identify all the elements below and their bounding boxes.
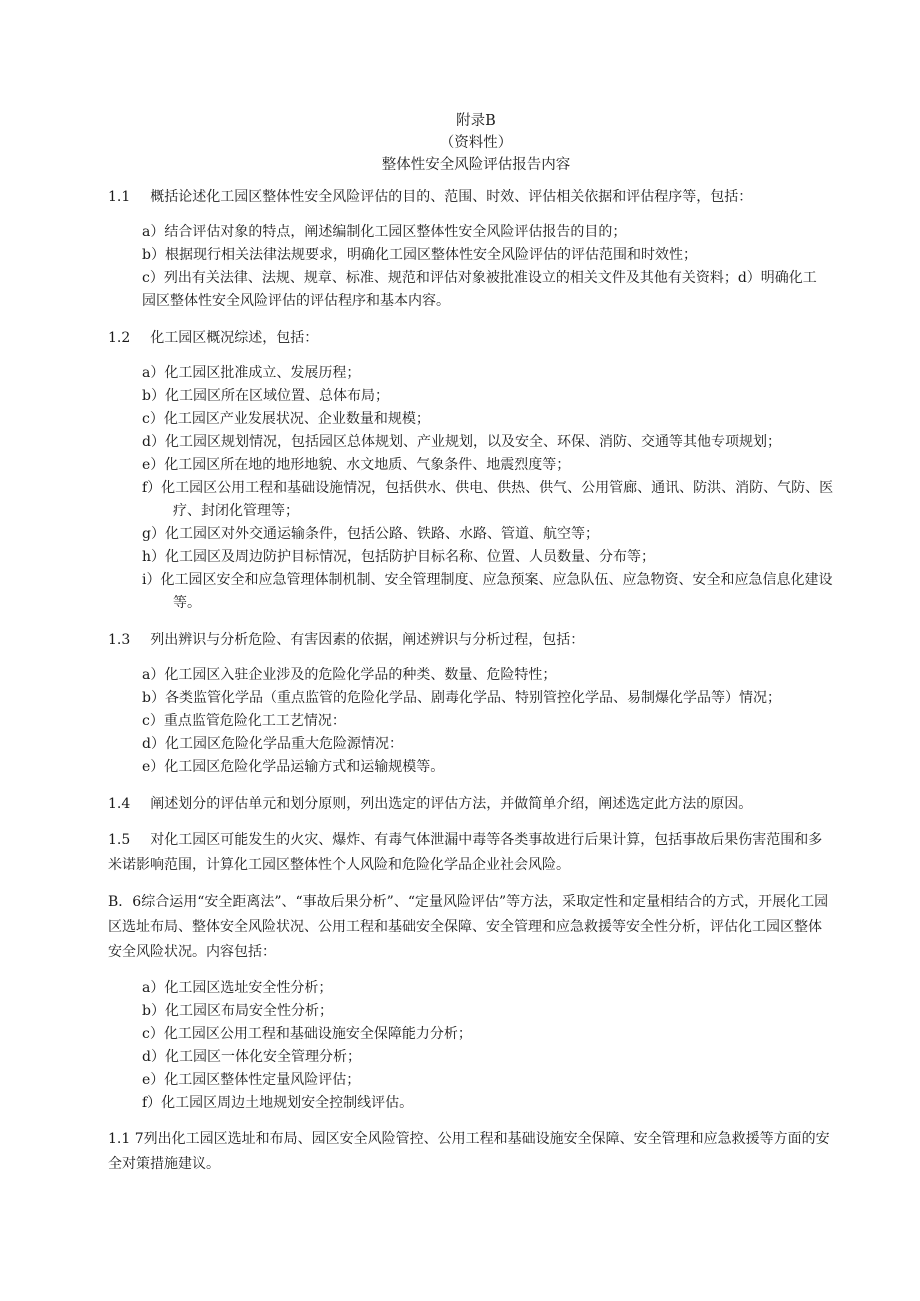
section-heading: [108, 327, 834, 350]
list-item: e）化工园区所在地的地形地貌、水文地质、气象条件、地震烈度等；: [142, 457, 571, 473]
list-item: b）化工园区布局安全性分析；: [142, 1003, 333, 1019]
appendix-heading: [118, 110, 834, 176]
section-b-7: [108, 1127, 834, 1177]
list-item: b）根据现行相关法律法规要求，明确化工园区整体性安全风险评估的评估范围和时效性；: [142, 247, 697, 263]
section-paragraph: B．6综合运用“安全距离法”、“事故后果分析”、“定量风险评估”等方法，采取定性和定量相结合的方式，开展化工园区选址布局、整体安全风险状况、公用工程和基础安全保障、安全管理和应急救援等安全性分析，评估化工园区整体安全风险状况。内容包括：: [108, 894, 829, 960]
list-item: a）化工园区入驻企业涉及的危险化学品的种类、数量、危险特性；: [142, 667, 557, 683]
list-item: d）化工园区规划情况，包括园区总体规划、产业规划，以及安全、环保、消防、交通等其他专项规划；: [142, 434, 781, 450]
section-paragraph: 1.1 7列出化工园区选址和布局、园区安全风险管控、公用工程和基础设施安全保障、安全管理和应急救援等方面的安全对策措施建议。: [108, 1131, 830, 1172]
section-number: 1.5: [108, 832, 131, 848]
list-item: b）化工园区所在区域位置、总体布局；: [142, 388, 389, 404]
section-heading: [108, 793, 834, 816]
list-item: c）化工园区公用工程和基础设施安全保障能力分析；: [142, 1026, 472, 1042]
list-item: f）化工园区周边土地规划安全控制线评估。: [142, 1095, 414, 1111]
item-list: [142, 362, 834, 615]
list-item: c）重点监管危险化工工艺情况：: [142, 713, 346, 729]
section-text: 化工园区概况综述，包括：: [150, 330, 319, 346]
list-item: e）化工园区整体性定量风险评估；: [142, 1072, 361, 1088]
section-number: 1.2: [108, 330, 131, 346]
item-list: [142, 664, 834, 779]
list-item: c）化工园区产业发展状况、企业数量和规模；: [142, 411, 430, 427]
list-item: a）结合评估对象的特点，阐述编制化工园区整体性安全风险评估报告的目的；: [142, 224, 627, 240]
section-number: 1.3: [108, 632, 131, 648]
list-item: a）化工园区选址安全性分析；: [142, 980, 333, 996]
section-text: 概括论述化工园区整体性安全风险评估的目的、范围、时效、评估相关依据和评估程序等，包括：: [150, 189, 753, 205]
section-1-5: [108, 828, 834, 878]
section-heading: [108, 186, 834, 209]
section-b-6: [108, 890, 834, 1115]
section-1-2: [108, 327, 834, 615]
section-heading: [108, 629, 834, 652]
item-list: [142, 221, 834, 313]
list-item: h）化工园区及周边防护目标情况，包括防护目标名称、位置、人员数量、分布等；: [142, 549, 656, 565]
section-1-3: [108, 629, 834, 779]
list-item: i）化工园区安全和应急管理体制机制、安全管理制度、应急预案、应急队伍、应急物资、安全和应急信息化建设等。: [142, 572, 833, 611]
appendix-nature: （资料性）: [439, 135, 513, 151]
list-item: c）列出有关法律、法规、规章、标准、规范和评估对象被批准设立的相关文件及其他有关资料；d）明确化工园区整体性安全风险评估的评估程序和基本内容。: [142, 270, 817, 309]
section-1-1: [108, 186, 834, 313]
section-text: 列出辨识与分析危险、有害因素的依据，阐述辨识与分析过程，包括：: [150, 632, 585, 648]
list-item: g）化工园区对外交通运输条件，包括公路、铁路、水路、管道、航空等；: [142, 526, 599, 542]
section-number: 1.4: [108, 796, 131, 812]
section-1-4: [108, 793, 834, 816]
appendix-title: 整体性安全风险评估报告内容: [381, 157, 571, 173]
item-list: [142, 977, 834, 1115]
list-item: d）化工园区危险化学品重大危险源情况：: [142, 736, 403, 752]
list-item: b）各类监管化学品（重点监管的危险化学品、剧毒化学品、特别管控化学品、易制爆化学品等）情况；: [142, 690, 781, 706]
section-text: 对化工园区可能发生的火灾、爆炸、有毒气体泄漏中毒等各类事故进行后果计算，包括事故后果伤害范围和多米诺影响范围，计算化工园区整体性个人风险和危险化学品企业社会风险。: [108, 832, 823, 873]
section-paragraph: [108, 828, 834, 878]
list-item: a）化工园区批准成立、发展历程；: [142, 365, 361, 381]
list-item: f）化工园区公用工程和基础设施情况，包括供水、供电、供热、供气、公用管廊、通讯、防洪、消防、气防、医疗、封闭化管理等；: [142, 480, 834, 519]
section-text: 阐述划分的评估单元和划分原则，列出选定的评估方法，并做简单介绍，阐述选定此方法的原因。: [150, 796, 753, 812]
appendix-label: 附录B: [456, 113, 496, 129]
list-item: e）化工园区危险化学品运输方式和运输规模等。: [142, 759, 445, 775]
list-item: d）化工园区一体化安全管理分析；: [142, 1049, 361, 1065]
section-number: 1.1: [108, 189, 131, 205]
